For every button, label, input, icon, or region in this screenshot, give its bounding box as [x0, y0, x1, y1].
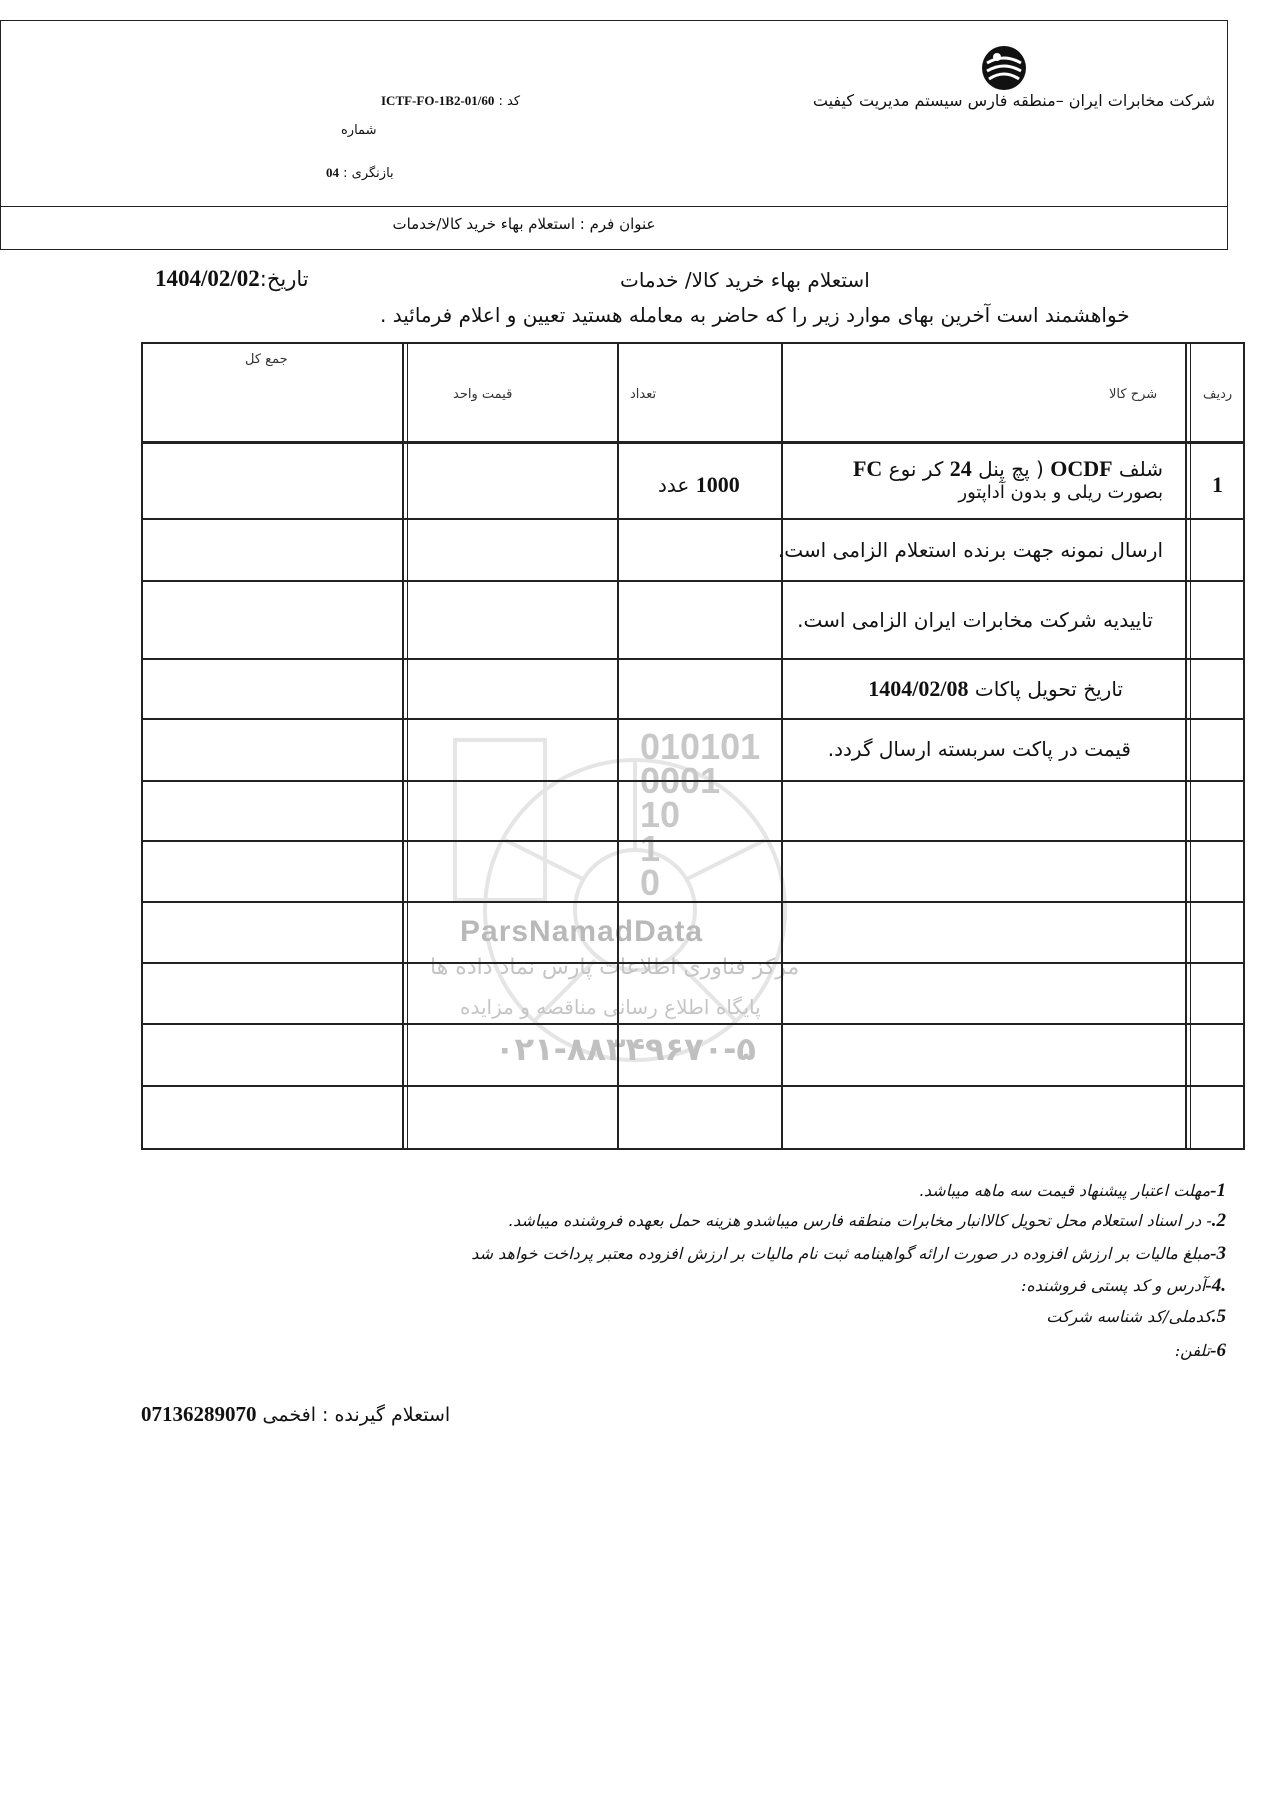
- row-divider: [143, 962, 1243, 964]
- condition-text: تلفن:: [1174, 1341, 1211, 1360]
- header-description: شرح کالا: [1109, 387, 1158, 402]
- watermark-phone: ۰۲۱-۸۸۳۴۹۶۷۰-۵: [495, 1030, 756, 1068]
- row-divider: [143, 518, 1243, 520]
- item-row-number: 1: [1212, 472, 1223, 497]
- inquirer-label: استعلام گیرنده : افخمی: [262, 1404, 451, 1426]
- form-code: [381, 93, 520, 109]
- condition-item: [508, 1210, 1226, 1232]
- condition-text: کدملی/کد شناسه شرکت: [1046, 1307, 1212, 1326]
- desc-ocdf: OCDF: [1050, 456, 1113, 481]
- qty-value: 1000: [695, 472, 740, 497]
- col-divider-inner: [407, 344, 408, 1148]
- item-quantity: [658, 472, 740, 498]
- header-quantity: تعداد: [630, 387, 657, 402]
- desc-fc: FC: [852, 456, 883, 481]
- watermark-line1: مرکز فناوری اطلاعات پارس نماد داده ها: [430, 955, 800, 980]
- inquiry-subject: استعلام بهاء خرید کالا/ خدمات: [620, 268, 870, 292]
- row-divider: [143, 840, 1243, 842]
- header-unit-price: قیمت واحد: [453, 387, 513, 402]
- condition-item: [1175, 1340, 1226, 1362]
- item-desc-line1: [853, 456, 1163, 482]
- delivery-label: تاریخ تحویل پاکات: [974, 677, 1123, 701]
- row-divider: [143, 780, 1243, 782]
- condition-text: مهلت اعتبار پیشنهاد قیمت سه ماهه میباشد.: [918, 1181, 1211, 1200]
- condition-text: آدرس و کد پستی فروشنده:: [1021, 1276, 1206, 1295]
- condition-text: مبلغ مالیات بر ارزش افزوده در صورت ارائه گواهینامه ثبت نام مالیات بر ارزش افزوده معتبر پرداخت خواهد شد: [471, 1244, 1211, 1263]
- desc-num: 24: [949, 456, 972, 481]
- note-sample: ارسال نمونه جهت برنده استعلام الزامی است.: [777, 538, 1163, 562]
- row-divider: [143, 901, 1243, 903]
- item-desc-line2: بصورت ریلی و بدون آداپتور: [958, 482, 1163, 503]
- qty-unit: عدد: [658, 473, 690, 497]
- condition-item: [471, 1243, 1226, 1265]
- header-total: جمع کل: [245, 352, 288, 367]
- row-divider: [143, 1023, 1243, 1025]
- row-divider: [143, 580, 1243, 582]
- note-delivery: [868, 676, 1123, 702]
- request-text: خواهشمند است آخرین بهای موارد زیر را که حاضر به معامله هستید تعیین و اعلام فرمائید .: [380, 303, 1130, 327]
- item-description: [853, 456, 1163, 503]
- form-title: عنوان فرم : استعلام بهاء خرید کالا/خدمات: [392, 215, 656, 233]
- watermark-brand: ParsNamadData: [460, 915, 704, 948]
- code-label: کد :: [498, 94, 521, 109]
- note-sealed: قیمت در پاکت سربسته ارسال گردد.: [827, 737, 1131, 761]
- condition-item: [1021, 1275, 1226, 1297]
- delivery-date: 1404/02/08: [868, 676, 969, 701]
- form-header: [0, 20, 1228, 250]
- items-table: [141, 342, 1245, 1150]
- inquirer-phone: 07136289070: [141, 1402, 257, 1426]
- watermark-binary: 010101 0001 10 1 0: [640, 726, 761, 903]
- condition-num: 2.: [1211, 1210, 1226, 1231]
- row-divider: [143, 718, 1243, 720]
- condition-num: 1-: [1210, 1180, 1226, 1201]
- desc-kor: کر نوع: [888, 457, 944, 481]
- condition-item: [1046, 1306, 1226, 1328]
- date-label: تاریخ:: [259, 267, 309, 291]
- date-value: 1404/02/02: [155, 266, 260, 291]
- col-divider: [617, 344, 619, 1148]
- desc-prefix: شلف: [1118, 457, 1163, 481]
- number-label: شماره: [341, 123, 377, 138]
- header-divider: [1, 206, 1227, 207]
- header-row-number: ردیف: [1203, 387, 1233, 402]
- col-divider: [1185, 344, 1187, 1148]
- condition-num: .4-: [1205, 1275, 1226, 1296]
- condition-text: - در اسناد استعلام محل تحویل کالاانبار مخابرات منطقه فارس میباشدو هزینه حمل بعهده فروشنده میباشد.: [508, 1211, 1212, 1230]
- revision: [326, 165, 394, 181]
- tci-logo-icon: [979, 43, 1029, 93]
- watermark-line2: پایگاه اطلاع رسانی مناقصه و مزایده: [460, 995, 761, 1019]
- condition-num: 6-: [1210, 1340, 1226, 1361]
- revision-label: بازنگری :: [343, 166, 394, 181]
- row-divider: [143, 1085, 1243, 1087]
- row-divider: [143, 658, 1243, 660]
- note-approval: تاییدیه شرکت مخابرات ایران الزامی است.: [797, 608, 1153, 632]
- revision-value: 04: [326, 165, 339, 180]
- inquirer: [141, 1402, 450, 1427]
- condition-num: 5.: [1211, 1306, 1226, 1327]
- company-name: شرکت مخابرات ایران –منطقه فارس سیستم مدیریت کیفیت: [812, 91, 1215, 110]
- code-value: ICTF-FO-1B2-01/60: [381, 93, 495, 108]
- row-divider: [143, 443, 1243, 444]
- col-divider: [402, 344, 404, 1148]
- col-divider: [781, 344, 783, 1148]
- col-divider-inner: [1190, 344, 1191, 1148]
- desc-mid: ( پچ پنل: [978, 457, 1044, 481]
- condition-num: 3-: [1210, 1243, 1226, 1264]
- condition-item: [919, 1180, 1226, 1202]
- inquiry-date: [155, 266, 309, 292]
